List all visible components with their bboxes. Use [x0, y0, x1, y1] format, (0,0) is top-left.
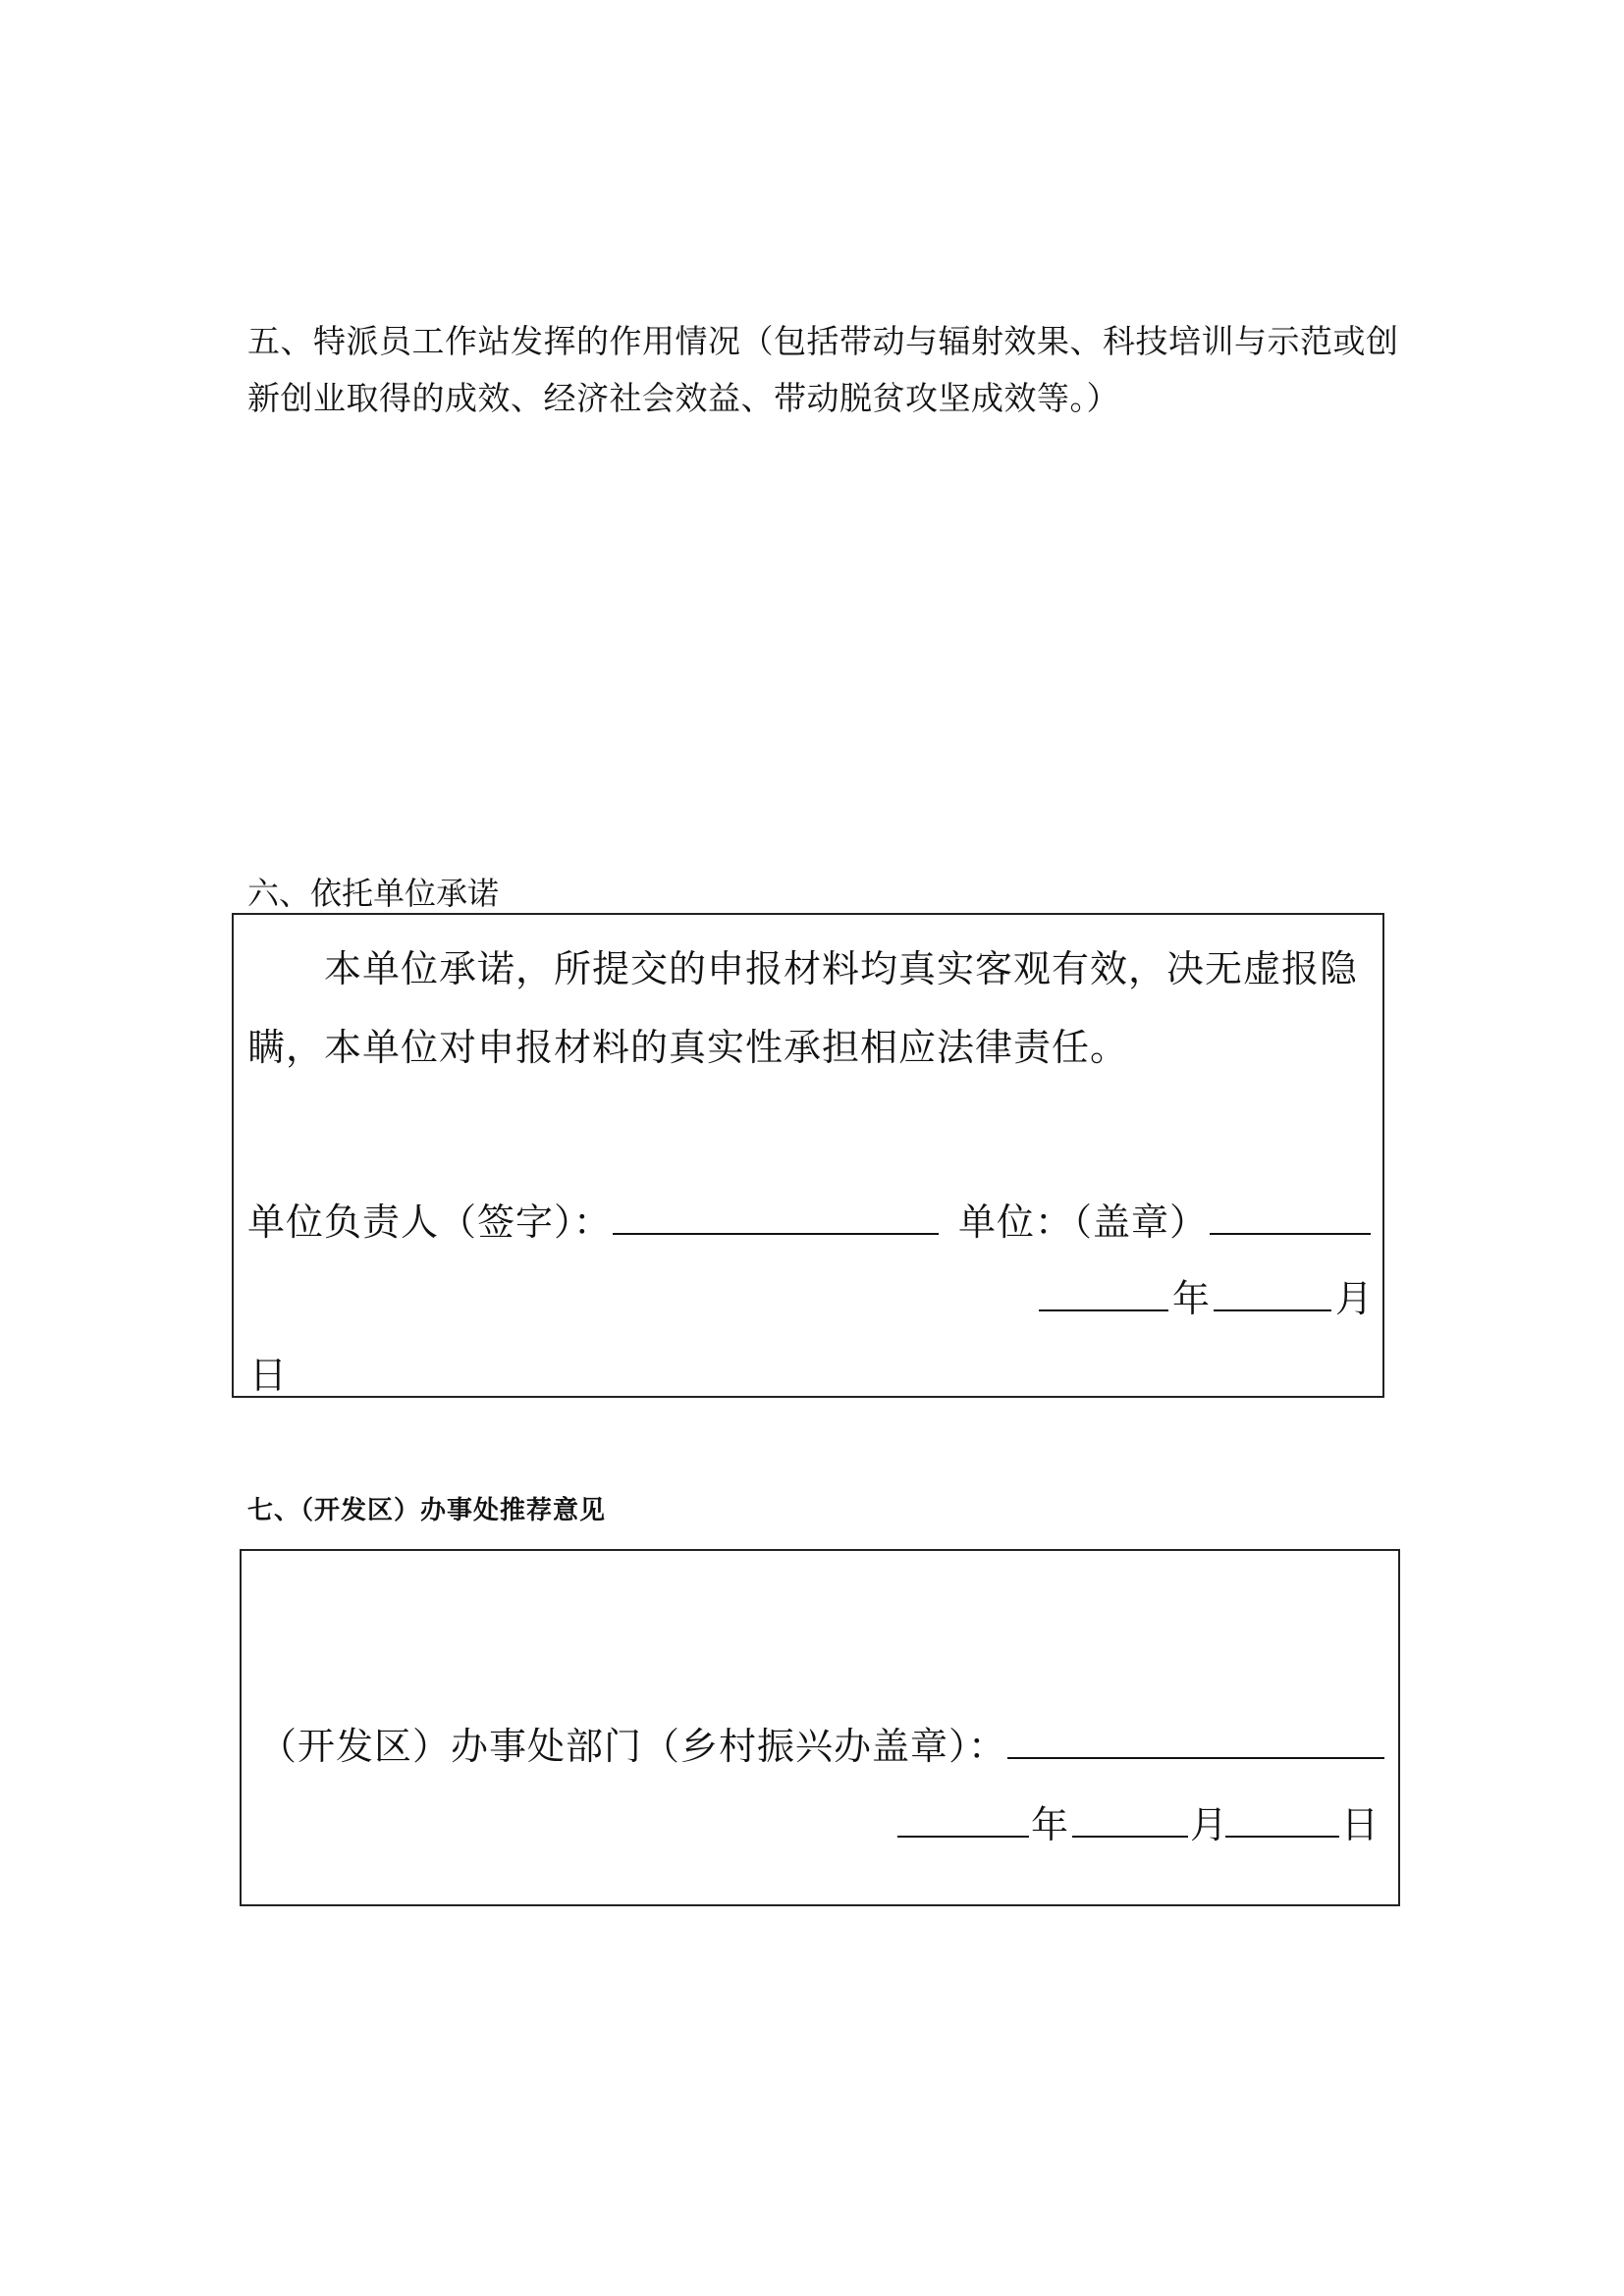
pledge-year-field[interactable]: [1039, 1309, 1168, 1311]
pledge-day-label: 日: [249, 1354, 289, 1397]
section5-title-line1: 五、特派员工作站发挥的作用情况（包括带动与辐射效果、科技培训与示范或创: [247, 322, 1399, 360]
recommend-year-field[interactable]: [897, 1836, 1029, 1838]
section7-heading: 七、（开发区）办事处推荐意见: [247, 1496, 607, 1525]
recommend-month-field[interactable]: [1072, 1836, 1188, 1838]
pledge-text-line1: 本单位承诺，所提交的申报材料均真实客观有效，决无虚报隐: [324, 947, 1359, 990]
section5-title-line2: 新创业取得的成效、经济社会效益、带动脱贫攻坚成效等。）: [247, 379, 1119, 417]
recommend-day-label: 日: [1341, 1803, 1380, 1846]
unit-seal-label: 单位：（盖章）: [958, 1201, 1209, 1244]
department-seal-field[interactable]: [1007, 1757, 1384, 1759]
responsible-person-label: 单位负责人（签字）：: [247, 1201, 613, 1244]
unit-seal-field[interactable]: [1210, 1233, 1371, 1235]
responsible-signature-field[interactable]: [613, 1233, 939, 1235]
pledge-text-line2: 瞒，本单位对申报材料的真实性承担相应法律责任。: [247, 1026, 1129, 1069]
recommend-day-field[interactable]: [1225, 1836, 1339, 1838]
recommend-year-label: 年: [1031, 1803, 1070, 1846]
pledge-year-label: 年: [1172, 1277, 1212, 1320]
pledge-month-field[interactable]: [1214, 1309, 1331, 1311]
recommend-month-label: 月: [1190, 1803, 1229, 1846]
pledge-month-label: 月: [1335, 1277, 1375, 1320]
department-seal-label: （开发区）办事处部门（乡村振兴办盖章）：: [259, 1725, 1007, 1768]
section6-heading: 六、依托单位承诺: [247, 875, 500, 912]
